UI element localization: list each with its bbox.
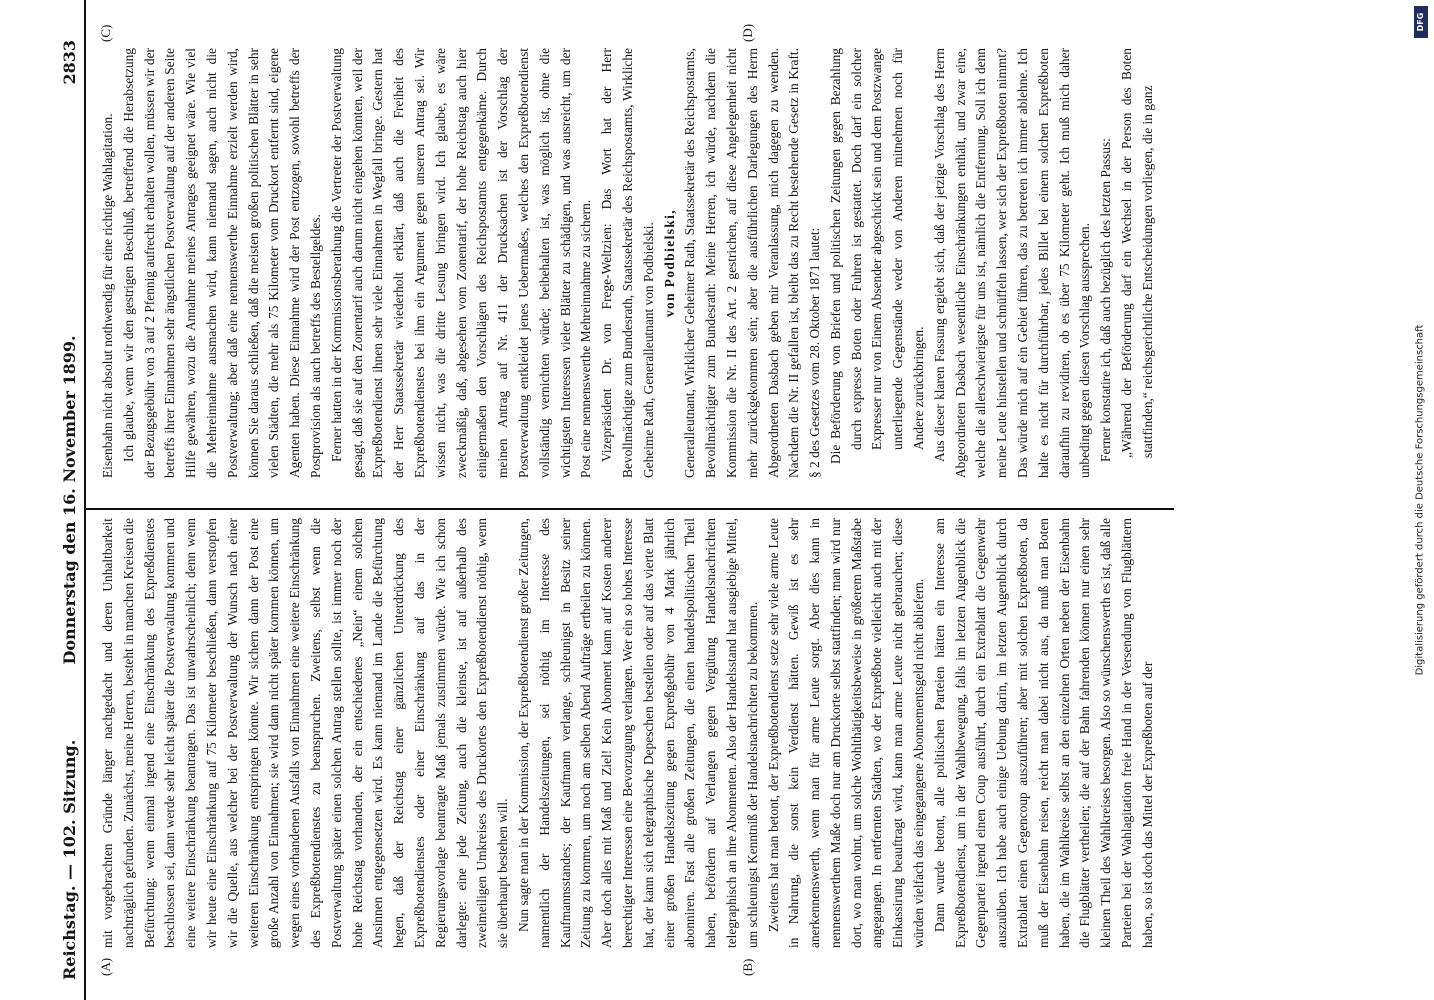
speaker-label: von Podbielski, — [661, 208, 677, 318]
law-quote: Die Beförderung von Briefen und politischen Zeitungen gegen Bezahlung durch expresse Boten oder Fuhren ist gestattet. Doch darf ein solcher Expresser nur von Einem Absender abgeschickt sein und dem Postzwange unterliegende Gegenstände weder von Anderen mitnehmen noch für Andere zurückbringen. — [827, 48, 927, 464]
paragraph: Dann wurde betont, alle politischen Parteien hätten ein Interesse am Expreßbotendienst, um in der Wahlbewegung, falls im letzten Augenblick die Gegenpartei irgend einen Coup ausführt, durch ein Extrablatt die Gegenwehr auszuüben. Ich habe auch einige Uebung darin, im letzten Augenblick durch Extrablatt einen Gegencoup auszuführen; aber mit solchen Expreßboten, da muß der Eisenbahn reisen, reicht man dabei nicht aus, da muß man Boten haben, die im Wahlkreise selbst an den einzelnen Orten neben der Eisenbahn die Flugblätter vertheilen; die auf der Bahn fahrenden können nur einen sehr kleinen Theil des Wahlkreises besorgen. Also so wünschenswerth es ist, daß alle Parteien bei der Wahlagitation freie Hand in der Versendung von Flugblättern haben, so ist doch das Mittel der Expreßboten auf der — [931, 518, 1155, 948]
header-rule — [84, 0, 86, 1000]
passus-quote: „Während der Beförderung darf ein Wechsel in der Person des Boten stattfinden,“ reichsgerichtliche Entscheidungen vorliegen, die in ganz — [1119, 48, 1155, 458]
right-text-column — [98, 48, 1168, 478]
running-head-left: Reichstag. — 102. Sitzung. — [60, 739, 79, 980]
dfg-logo — [1414, 6, 1428, 38]
column-divider — [84, 508, 1174, 510]
dfg-logo-text: DFG — [1416, 12, 1425, 32]
paragraph: Nun sagte man in der Kommission, der Expreßbotendienst großer Zeitungen, namentlich der Handelszeitungen, sei nöthig im Interesse des Kaufmannsstandes; der Kaufmann verlange, schleunigst in Besitz seiner Zeitung zu kommen, um noch am selben Abend Aufträge ertheilen zu können. Aber doch alles mit Maß und Ziel! Kein Abonnent kann auf Kosten anderer berechtigter Interessen eine Bevorzugung verlangen. Wer ein so hohes Interesse hat, der kann sich telegraphische Depeschen bestellen oder auf das vierte Blatt einer großen Handelszeitung gegen Expreßgebühr von 4 Mark jährlich abonniren. Fast alle großen Zeitungen, die einen handelspolitischen Theil haben, befördern auf Verlangen gegen Vergütung Handelsnachrichten telegraphisch an ihre Abonnenten. Also der Handelsstand hat ausgiebige Mittel, um schleunigst Kenntniß der Handelsnachrichten zu bekommen. — [515, 518, 760, 948]
running-head-date: Donnerstag den 16. November 1899. — [60, 335, 79, 665]
digitization-note: Digitalisierung gefördert durch die Deutsche Forschungsgemeinschaft — [1414, 324, 1426, 676]
paragraph: Zweitens hat man betont, der Expreßbotendienst setze sehr viele arme Leute in Nahrung, die sonst kein Verdienst hätten. Gewiß ist es sehr anerkennenswerth, wenn man für arme Leute sorgt. Aber dies kann in nennenswerthem Maße doch nur am Druckorte selbst stattfinden; man wird nur dort, wo man wohnt, um solche Wohlthätigkeitsbeweise in größerem Maßstabe angegangen. In entfernten Städten, wo der Expreßbote vielleicht auch mit der Einkassirung beauftragt wird, kann man arme Leute nicht gebrauchen; diese würden vielfach das eingegangene Abonnementsgeld nicht abliefern. — [765, 518, 927, 948]
page-number: 2833 — [60, 40, 79, 85]
margin-marker-c: (C) — [98, 24, 113, 42]
paragraph: Generalleutnant, Wirklicher Geheimer Rath, Staatssekretär des Reichspostamts, Bevollmächtigter zum Bundesrath: Meine Herren, ich würde, nachdem die Kommission die Nr. II des Art. 2 gestrichen, auf diese Angelegenheit nicht mehr zurückgekommen sein; aber die ausführlichen Darlegungen des Herrn Abgeordneten Dasbach geben mir Veranlassung, mich dagegen zu wenden. Nachdem die Nr. II gefallen ist, bleibt das zu Recht bestehende Gesetz in Kraft. § 2 des Gesetzes vom 28. Oktober 1871 lautet: — [682, 48, 823, 478]
left-text-column — [98, 518, 1168, 948]
paragraph: Ich glaube, wenn wir den gestrigen Beschluß, betreffend die Herabsetzung der Bezugsgebühr von 3 auf 2 Pfennig aufrecht erhalten wollen, müssen wir der betreffs ihrer Einnahmen sehr ängstlichen Postverwaltung auf der anderen Seite Hilfe gewähren, wozu die Annahme meines Antrages geeignet wäre. Wie viel die Mehreinnahme ausmachen wird, kann niemand sagen, auch nicht die Postverwaltung; aber daß eine nennenswerthe Einnahme erzielt werden wird, können Sie daraus schließen, daß die meisten großen politischen Blätter in sehr vielen Städten, die mehr als 75 Kilometer vom Druckort entfernt sind, eigene Agenten haben. Diese Einnahme wird der Post entzogen, sowohl betreffs der Postprovision als auch betreffs des Bestellgeldes. — [120, 48, 323, 478]
margin-marker-b: (B) — [740, 958, 755, 976]
margin-marker-d: (D) — [740, 23, 755, 42]
speaker-name — [660, 48, 681, 478]
paragraph: Ferner konstatire ich, daß auch bezüglich des letzten Passus: — [1098, 138, 1114, 462]
paragraph: Aus dieser klaren Fassung ergiebt sich, daß der jetzige Vorschlag des Herrn Abgeordneten Dasbach wesentliche Einschränkungen enthält, und zwar eine, welche die allerschwierigste für uns ist, nämlich die Entfernung. Soll ich denn meine Leute hinstellen und schnüffeln lassen, wer sich der Expreßboten nimmt? Das würde mich auf ein Gebiet führen, das zu betreten ich immer ablehne. Ich halte es nicht für durchführbar, jedes Billet bei einem solchen Expreßboten daraufhin zu revidiren, ob es über 75 Kilometer geht. Ich muß mich daher unbedingt gegen diesen Vorschlag aussprechen. — [931, 48, 1093, 478]
paragraph: mit vorgebrachten Gründe länger nachgedacht und deren Unhaltbarkeit nachträglich gefunden. Zunächst, meine Herren, besteht in manchen Kreisen die Befürchtung: wenn einmal irgend eine Einschränkung des Expreßdienstes beschlossen sei, dann werde sehr leicht später die Postverwaltung kommen und eine weitere Einschränkung beantragen. Das ist unwahrscheinlich; denn wenn wir heute eine Einschränkung auf 75 Kilometer beschließen, dann verstopfen wir die Quelle, aus welcher bei der Postverwaltung der Wunsch nach einer weiteren Einschränkung entspringen könnte. Wir sichern dann der Post eine große Anzahl von Einnahmen; sie wird dann nicht später kommen können, um wegen eines vorhandenen Ausfalls von Einnahmen eine weitere Einschränkung des Expreßbotendienstes zu beanspruchen. Zweitens, selbst wenn die Postverwaltung später einen solchen Antrag stellen sollte, ist immer noch der hohe Reichstag vorhanden, der ein entschiedenes „Nein“ einem solchen Ansinnen entgegensetzen wird. Es kann niemand im Lande die Befürchtung hegen, daß der Reichstag einer gänzlichen Unterdrückung des Expreßbotendienstes oder einer Einschränkung auf das in der Regierungsvorlage beantragte Maß jemals zustimmen würde. Wie ich schon darlegte: eine jede Zeitung, auch die kleinste, ist auf außerhalb des zweimeiligen Umkreises des Druckortes den Expreßbotendienst nöthig, wenn sie überhaupt bestehen will. — [100, 518, 511, 948]
paragraph: Eisenbahn nicht absolut nothwendig für eine richtige Wahlagitation. — [100, 113, 115, 478]
paragraph: Vizepräsident Dr. von Frege-Weltzien: Das Wort hat der Herr Bevollmächtigte zum Bundesrath, Staatssekretär des Reichspostamts, Wirkliche Geheime Rath, Generalleutnant von Podbielski. — [599, 48, 656, 478]
paragraph: Ferner hatten in der Kommissionsberathung die Vertreter der Postverwaltung gesagt, daß sie auf den Zonentarif auch darum nicht eingehen könnten, weil der Expreßbotendienst ihnen sehr viele Einnahmen in Wegfall bringe. Gestern hat der Herr Staatssekretär wiederholt erklärt, daß auch die Freiheit des Expreßbotendienstes bei ihm ein Argument gegen unseren Antrag sei. Wir wissen nicht, was die dritte Lesung bringen wird. Ich glaube, es wäre zweckmäßig, daß, abgesehen vom Zonentarif, der hohe Reichstag auch hier einigermaßen den Vorschlägen des Reichspostamts entgegenkäme. Durch meinen Antrag auf Nr. 411 der Drucksachen ist der Vorschlag der Postverwaltung entkleidet jenes Uebermaßes, welches den Expreßbotendienst vollständig vernichten würde; beibehalten ist, was möglich ist, ohne die wichtigsten Interessen vieler Blätter zu schädigen, und was ausreicht, um der Post eine nennenswerthe Mehreinnahme zu sichern. — [328, 48, 594, 478]
margin-marker-a: (A) — [98, 957, 113, 976]
